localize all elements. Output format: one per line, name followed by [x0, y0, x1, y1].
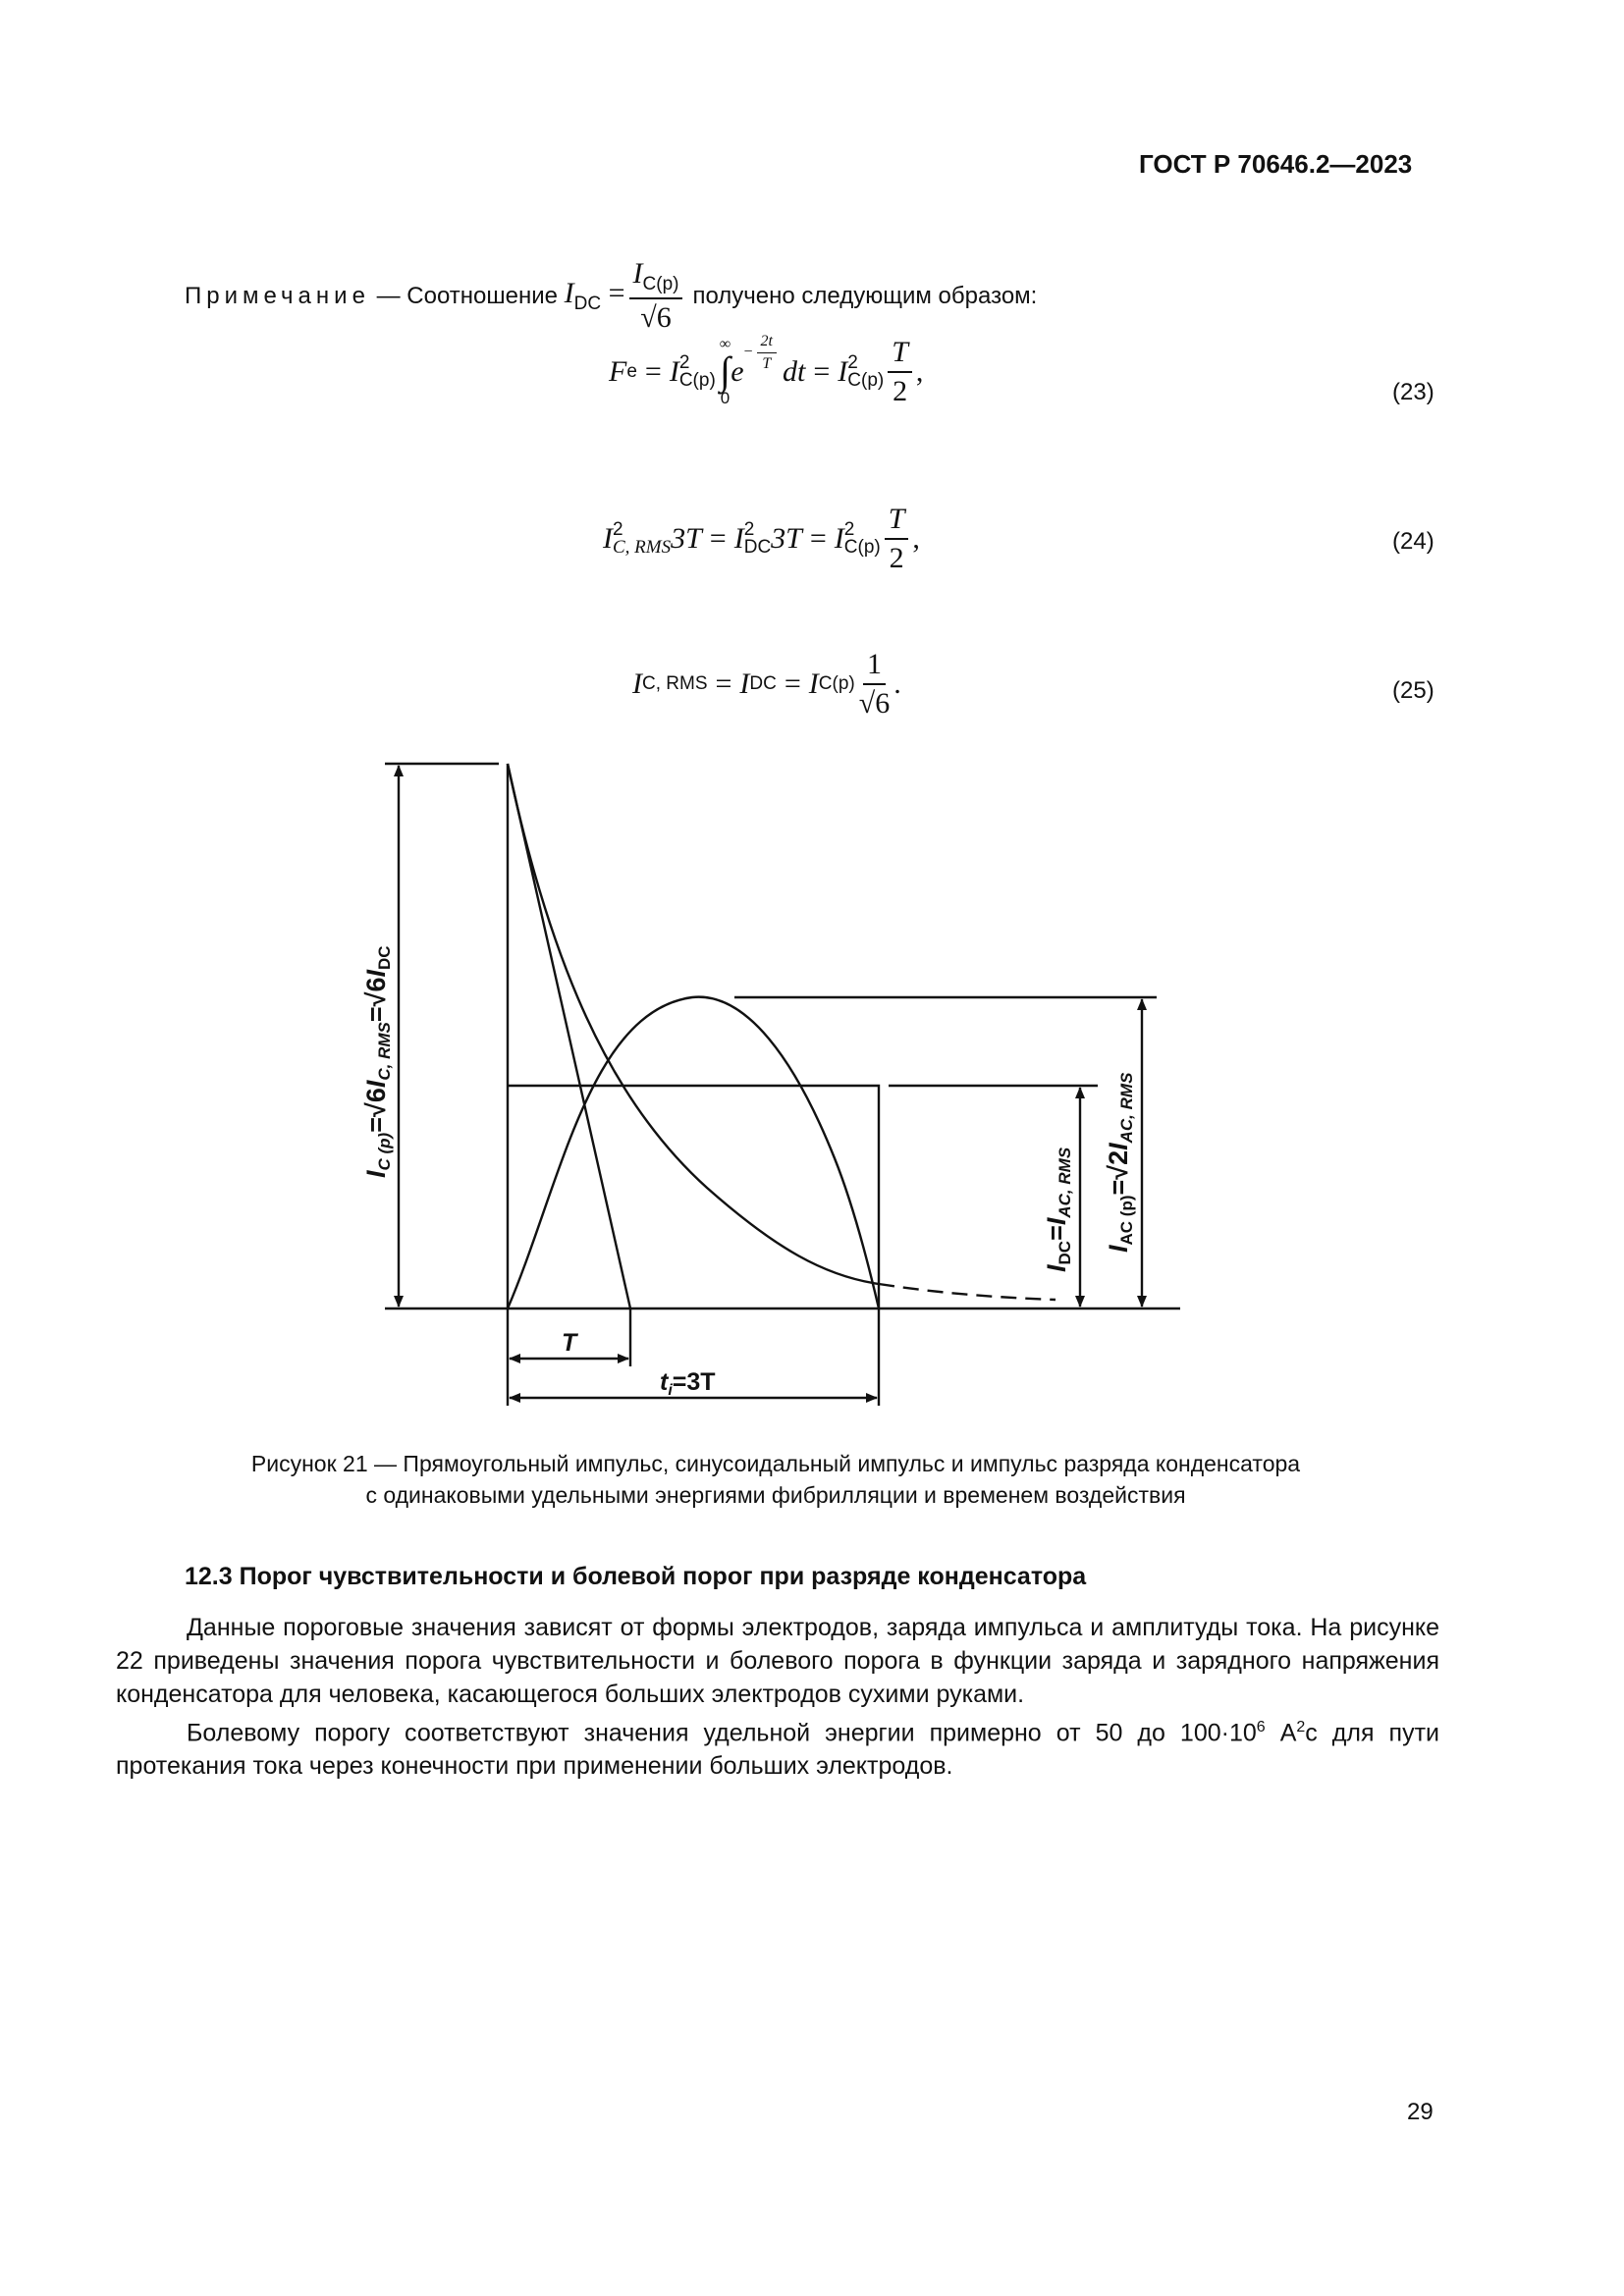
equation-23: F e = I 2 C(p) ∞ ∫ 0 e − $\frac{2t}{T}$ dt = I 2 C(p) $\frac{T}{2}$ , [609, 332, 924, 407]
paragraph-1: Данные пороговые значения зависят от формы электродов, заряда импульса и амплитуды тока. На рисунке 22 приведены значения порога чувствительности и болевого порога в функции заряда и зарядного напряжения конденсатора для человека, касающегося больших электродов сухими руками. [116, 1614, 1439, 1708]
equation-25: I C, RMS = I DC = I C(p) $\frac{1}{√6}$ . [632, 648, 901, 720]
caption-line-1: Рисунок 21 — Прямоугольный импульс, синусоидальный импульс и импульс разряда конденсатора [250, 1451, 1301, 1476]
equation-24: I 2 C, RMS 3T = I 2 DC 3T = I 2 C(p) $\frac{T}{2}$ , [603, 503, 920, 574]
rectangular-pulse [508, 1086, 879, 1308]
equation-25-number: (25) [1392, 677, 1435, 704]
caption-line-2: с одинаковыми удельными энергиями фибрилляции и временем воздействия [365, 1482, 1186, 1508]
t-label: T [562, 1329, 577, 1357]
left-amplitude-label: IC (p)=√6IC, RMS=√6IDC [361, 945, 394, 1178]
dc-amplitude-label: IDC=IAC, RMS [1042, 1147, 1074, 1272]
note-idc: $I_{DC}$ = [564, 277, 625, 314]
paragraph-2: Болевому порогу соответствуют значения удельной энергии примерно от 50 до $100\cdot 10^6$ $А^2с$ для пути протекания тока через конечности при применении больших электродов. [116, 1719, 1439, 1781]
discharge-tail-dashed [879, 1284, 1056, 1300]
document-code: ГОСТ Р 70646.2—2023 [1139, 149, 1413, 179]
section-heading: 12.3 Порог чувствительности и болевой порог при разряде конденсатора [185, 1563, 1087, 1590]
equation-24-number: (24) [1392, 528, 1435, 555]
figure-caption [118, 1448, 1434, 1511]
equation-23-number: (23) [1392, 379, 1435, 405]
note-fraction: $\frac{I_{C(p)}}{√6}$ [629, 257, 683, 335]
ti-label: $t_i=3T$ [660, 1368, 716, 1399]
ac-amplitude-label: IAC (p)=√2IAC, RMS [1104, 1072, 1136, 1253]
note-tail: получено следующим образом: [692, 282, 1038, 309]
section-body [116, 1611, 1439, 1783]
sinusoidal-pulse [508, 997, 879, 1308]
note-label: Примечание [185, 282, 370, 309]
note-intro: — Соотношение [369, 282, 565, 309]
page-number: 29 [1407, 2099, 1434, 2125]
capacitor-discharge-curve [508, 764, 879, 1284]
